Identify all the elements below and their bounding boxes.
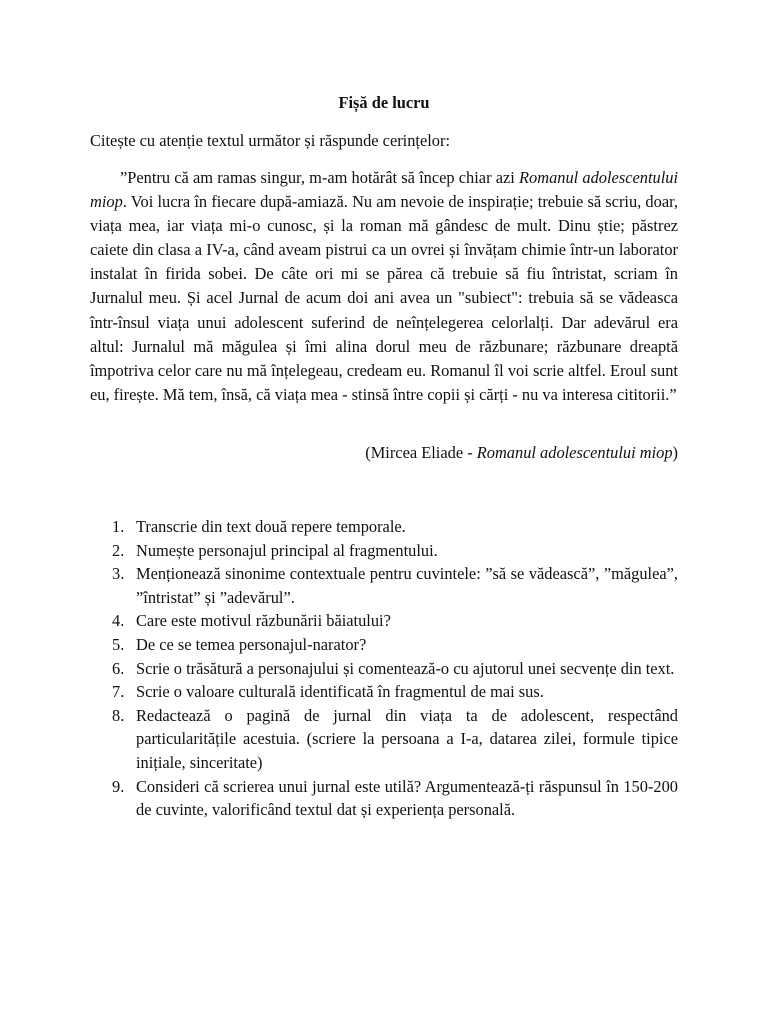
- question-item: [90, 633, 678, 657]
- question-number: 1.: [112, 517, 125, 536]
- question-text: De ce se temea personajul-narator?: [136, 634, 367, 654]
- question-item: [90, 562, 678, 609]
- question-item: [90, 539, 678, 563]
- question-item: [90, 609, 678, 633]
- question-number: 2.: [112, 540, 125, 560]
- question-number: 9.: [112, 776, 125, 796]
- question-text: Numește personajul principal al fragmentului.: [136, 540, 438, 560]
- passage-part-2: . Voi lucra în fiecare după-amiază. Nu am nevoie de inspirație; trebuie să scriu, doar, viața mea, iar viața mi-o cunosc, și la roman mă gândesc de mult. Dinu știe; păstrez caiete din clasa a IV-a, când aveam pistrui ca un ovrei și învățam chimie într-un laborator instalat în firida sobei. De câte ori mi se părea că trebuie să fiu întristat, scriam în Jurnalul meu. Și acel Jurnal de acum doi ani avea un "subiect": trebuia să se vădeasca într-însul viața unui adolescent suferind de neînțelegerea celorlalți. Dar adevărul era altul: Jurnalul mă măgulea și îmi alina dorul meu de răzbunare; răzbunare dreaptă împotriva celor care nu mă înțelegeau, credeam eu. Romanul îl voi scrie altfel. Eroul sunt eu, firește. Mă tem, însă, că viața mea - stinsă între copii și cărți - nu va interesa cititorii.”: [90, 192, 678, 404]
- question-item: [90, 680, 678, 704]
- question-text: Scrie o trăsătură a personajului și comentează-o cu ajutorul unei secvențe din text.: [136, 658, 675, 678]
- question-number: 7.: [112, 682, 125, 702]
- question-number: 6.: [112, 658, 125, 678]
- question-number: 8.: [112, 705, 125, 725]
- question-text: Redactează o pagină de jurnal din viața ta de adolescent, respectând particularitățile acestuia. (scriere la persoana a I-a, datarea zilei, formule tipice inițiale, sinceritate): [136, 705, 678, 772]
- instruction-text: Citește cu atenție textul următor și răspunde cerințelor:: [90, 131, 451, 150]
- passage-part-1: ”Pentru că am ramas singur, m-am hotărât să încep chiar azi: [120, 168, 520, 187]
- text-passage: [90, 166, 678, 407]
- passage-italic-title: Romanul adolescentului miop: [90, 168, 678, 212]
- question-text: Care este motivul răzbunării băiatului?: [136, 611, 391, 631]
- source-prefix: (Mircea Eliade -: [365, 443, 477, 462]
- question-item: [90, 515, 678, 539]
- source-citation: [90, 441, 678, 465]
- question-number: 4.: [112, 611, 125, 631]
- source-suffix: ): [672, 443, 678, 462]
- question-text: Transcrie din text două repere temporale.: [136, 517, 406, 536]
- question-list: [90, 515, 678, 822]
- question-text: Scrie o valoare culturală identificată în fragmentul de mai sus.: [136, 682, 544, 702]
- question-number: 3.: [112, 564, 125, 584]
- question-number: 5.: [112, 634, 125, 654]
- source-work-title: Romanul adolescentului miop: [476, 443, 673, 462]
- question-text: Menționează sinonime contextuale pentru cuvintele: ”să se vădească”, ”măgulea”, ”întristat” și ”adevărul”.: [136, 564, 678, 607]
- question-item: [90, 657, 678, 681]
- page-title: Fișă de lucru: [338, 93, 430, 112]
- question-text: Consideri că scrierea unui jurnal este utilă? Argumentează-ți răspunsul în 150-200 de cuvinte, valorificând textul dat și experiența personală.: [136, 776, 678, 820]
- question-item: [90, 775, 678, 822]
- question-item: [90, 704, 678, 775]
